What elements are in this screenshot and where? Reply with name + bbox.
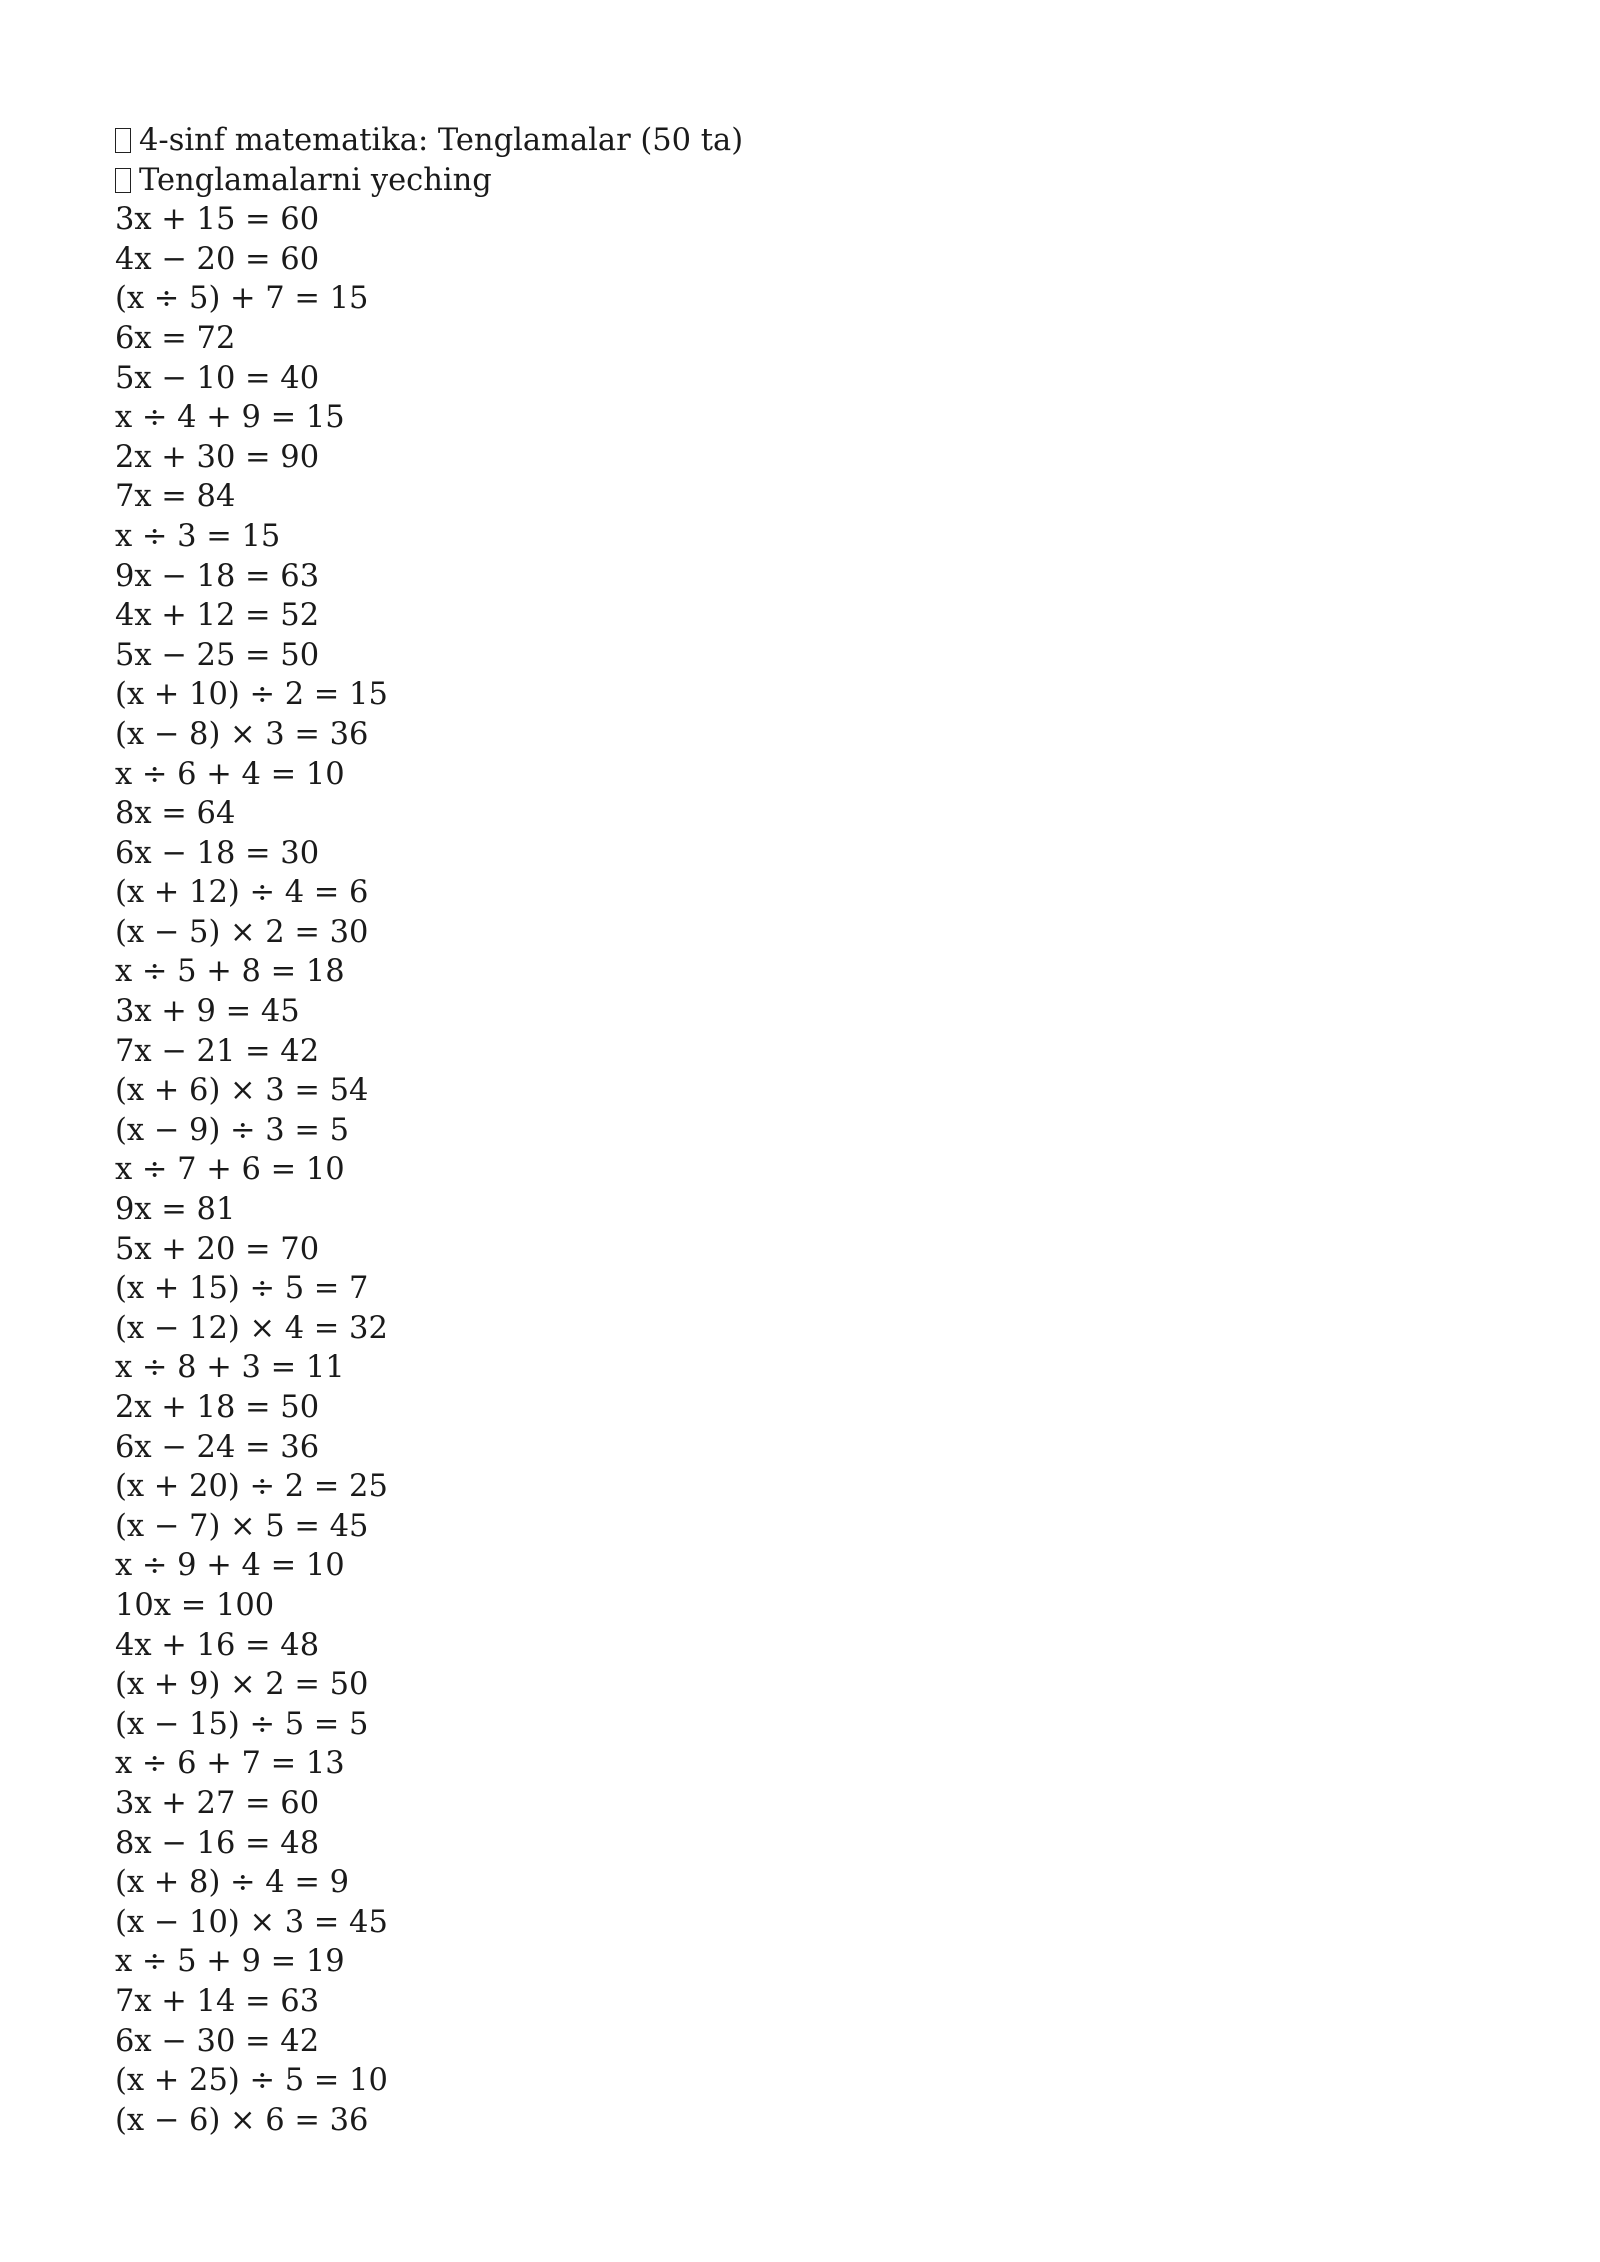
equation-line: (x − 8) × 3 = 36 (115, 716, 369, 752)
equation-line: 5x − 25 = 50 (115, 637, 320, 673)
equation-line: 6x − 30 = 42 (115, 2023, 320, 2059)
equation-line: (x + 12) ÷ 4 = 6 (115, 875, 369, 911)
equation-line: 8x − 16 = 48 (115, 1825, 320, 1861)
equation-line: 3x + 27 = 60 (115, 1785, 320, 1821)
equation-line: 3x + 9 = 45 (115, 994, 300, 1030)
missing-glyph-icon (115, 128, 131, 153)
equation-line: 5x − 10 = 40 (115, 360, 320, 396)
equation-line: (x + 15) ÷ 5 = 7 (115, 1271, 369, 1307)
equation-line: 6x = 72 (115, 320, 236, 356)
equation-line: 9x − 18 = 63 (115, 558, 320, 594)
equation-line: x ÷ 9 + 4 = 10 (115, 1548, 345, 1584)
equation-line: 4x − 20 = 60 (115, 241, 320, 277)
equation-line: (x + 25) ÷ 5 = 10 (115, 2063, 388, 2099)
document-page (115, 121, 1485, 2140)
equation-line: (x − 15) ÷ 5 = 5 (115, 1706, 369, 1742)
equation-line: (x + 20) ÷ 2 = 25 (115, 1469, 388, 1505)
equation-line: (x − 5) × 2 = 30 (115, 914, 369, 950)
equation-line: (x + 10) ÷ 2 = 15 (115, 677, 388, 713)
equation-line: 2x + 30 = 90 (115, 439, 320, 475)
equation-line: 4x + 16 = 48 (115, 1627, 320, 1663)
equation-line: (x ÷ 5) + 7 = 15 (115, 281, 369, 317)
equation-line: (x − 12) × 4 = 32 (115, 1310, 388, 1346)
equation-line: 3x + 15 = 60 (115, 202, 320, 238)
equation-line: 6x − 18 = 30 (115, 835, 320, 871)
document-title-text: 4-sinf matematika: Tenglamalar (50 ta) (139, 123, 744, 158)
instruction-line (115, 161, 1485, 201)
equation-line: (x + 8) ÷ 4 = 9 (115, 1865, 350, 1901)
equation-line: x ÷ 4 + 9 = 15 (115, 400, 345, 436)
equation-line: (x − 7) × 5 = 45 (115, 1508, 369, 1544)
missing-glyph-icon (115, 168, 131, 193)
equation-line: x ÷ 7 + 6 = 10 (115, 1152, 345, 1188)
equation-line: (x + 6) × 3 = 54 (115, 1073, 369, 1109)
equation-line: x ÷ 8 + 3 = 11 (115, 1350, 345, 1386)
equation-list (115, 200, 1485, 2140)
equation-line: 6x − 24 = 36 (115, 1429, 320, 1465)
equation-line: x ÷ 6 + 7 = 13 (115, 1746, 345, 1782)
equation-line: (x − 9) ÷ 3 = 5 (115, 1112, 350, 1148)
equation-line: 4x + 12 = 52 (115, 598, 320, 634)
equation-line: x ÷ 5 + 9 = 19 (115, 1944, 345, 1980)
equation-line: x ÷ 3 = 15 (115, 518, 281, 554)
equation-line: (x + 9) × 2 = 50 (115, 1667, 369, 1703)
equation-line: x ÷ 6 + 4 = 10 (115, 756, 345, 792)
equation-line: (x − 10) × 3 = 45 (115, 1904, 388, 1940)
equation-line: x ÷ 5 + 8 = 18 (115, 954, 345, 990)
equation-line: 5x + 20 = 70 (115, 1231, 320, 1267)
equation-line: 8x = 64 (115, 796, 236, 832)
equation-line: 2x + 18 = 50 (115, 1390, 320, 1425)
instruction-text: Tenglamalarni yeching (139, 162, 492, 198)
equation-line: 10x = 100 (115, 1587, 275, 1623)
equation-line: (x − 6) × 6 = 36 (115, 2102, 369, 2138)
equation-line: 7x = 84 (115, 479, 236, 515)
equation-line: 7x + 14 = 63 (115, 1983, 320, 2019)
equation-line: 9x = 81 (115, 1192, 236, 1228)
equation-line: 7x − 21 = 42 (115, 1033, 320, 1069)
document-title (115, 121, 1485, 161)
